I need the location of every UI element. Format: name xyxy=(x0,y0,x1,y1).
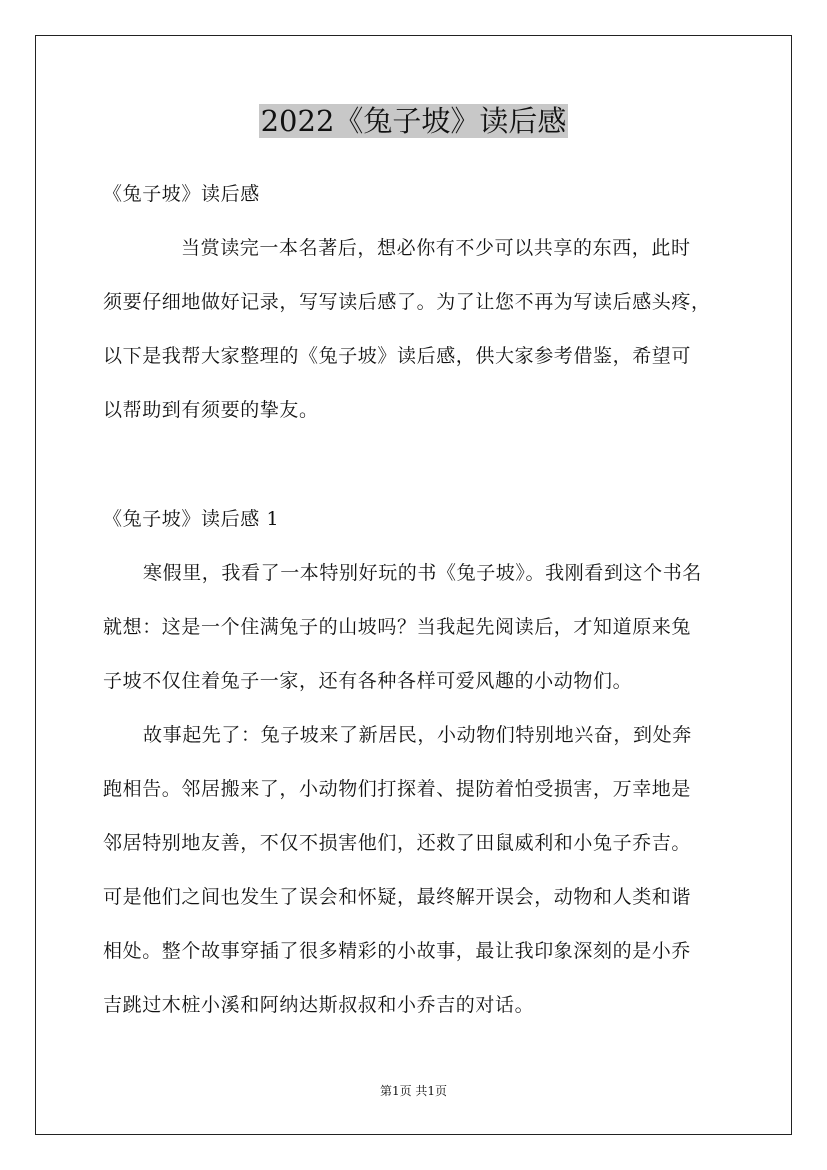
document-title xyxy=(0,98,827,144)
paragraph-line: 可是他们之间也发生了误会和怀疑，最终解开误会，动物和人类和谐 xyxy=(103,886,692,908)
paragraph-line: 邻居特别地友善，不仅不损害他们，还救了田鼠威利和小兔子乔吉。 xyxy=(103,832,692,854)
paragraph-line: 寒假里，我看了一本特别好玩的书《兔子坡》。我刚看到这个书名 xyxy=(143,562,702,584)
section-heading-main: 《兔子坡》读后感 xyxy=(103,183,260,205)
paragraph-line: 就想：这是一个住满兔子的山坡吗？当我起先阅读后，才知道原来兔 xyxy=(103,616,692,638)
intro-line: 须要仔细地做好记录，写写读后感了。为了让您不再为写读后感头疼， xyxy=(103,291,711,313)
section-heading-1: 《兔子坡》读后感 1 xyxy=(103,508,280,530)
paragraph-line: 跑相告。邻居搬来了，小动物们打探着、提防着怕受损害，万幸地是 xyxy=(103,778,692,800)
paragraph-line: 子坡不仅住着兔子一家，还有各种各样可爱风趣的小动物们。 xyxy=(103,670,633,692)
paragraph-line: 吉跳过木桩小溪和阿纳达斯叔叔和小乔吉的对话。 xyxy=(103,994,535,1016)
page-footer: 第1页 共1页 xyxy=(379,1084,448,1098)
intro-line: 以帮助到有须要的挚友。 xyxy=(103,399,319,421)
intro-line: 以下是我帮大家整理的《兔子坡》读后感，供大家参考借鉴，希望可 xyxy=(103,345,692,367)
paragraph-line: 故事起先了：兔子坡来了新居民，小动物们特别地兴奋，到处奔 xyxy=(143,724,692,746)
document-title-text: 2022《兔子坡》读后感 xyxy=(260,104,567,138)
paragraph-line: 相处。整个故事穿插了很多精彩的小故事，最让我印象深刻的是小乔 xyxy=(103,940,692,962)
intro-line: 当赏读完一本名著后，想必你有不少可以共享的东西，此时 xyxy=(181,237,691,259)
